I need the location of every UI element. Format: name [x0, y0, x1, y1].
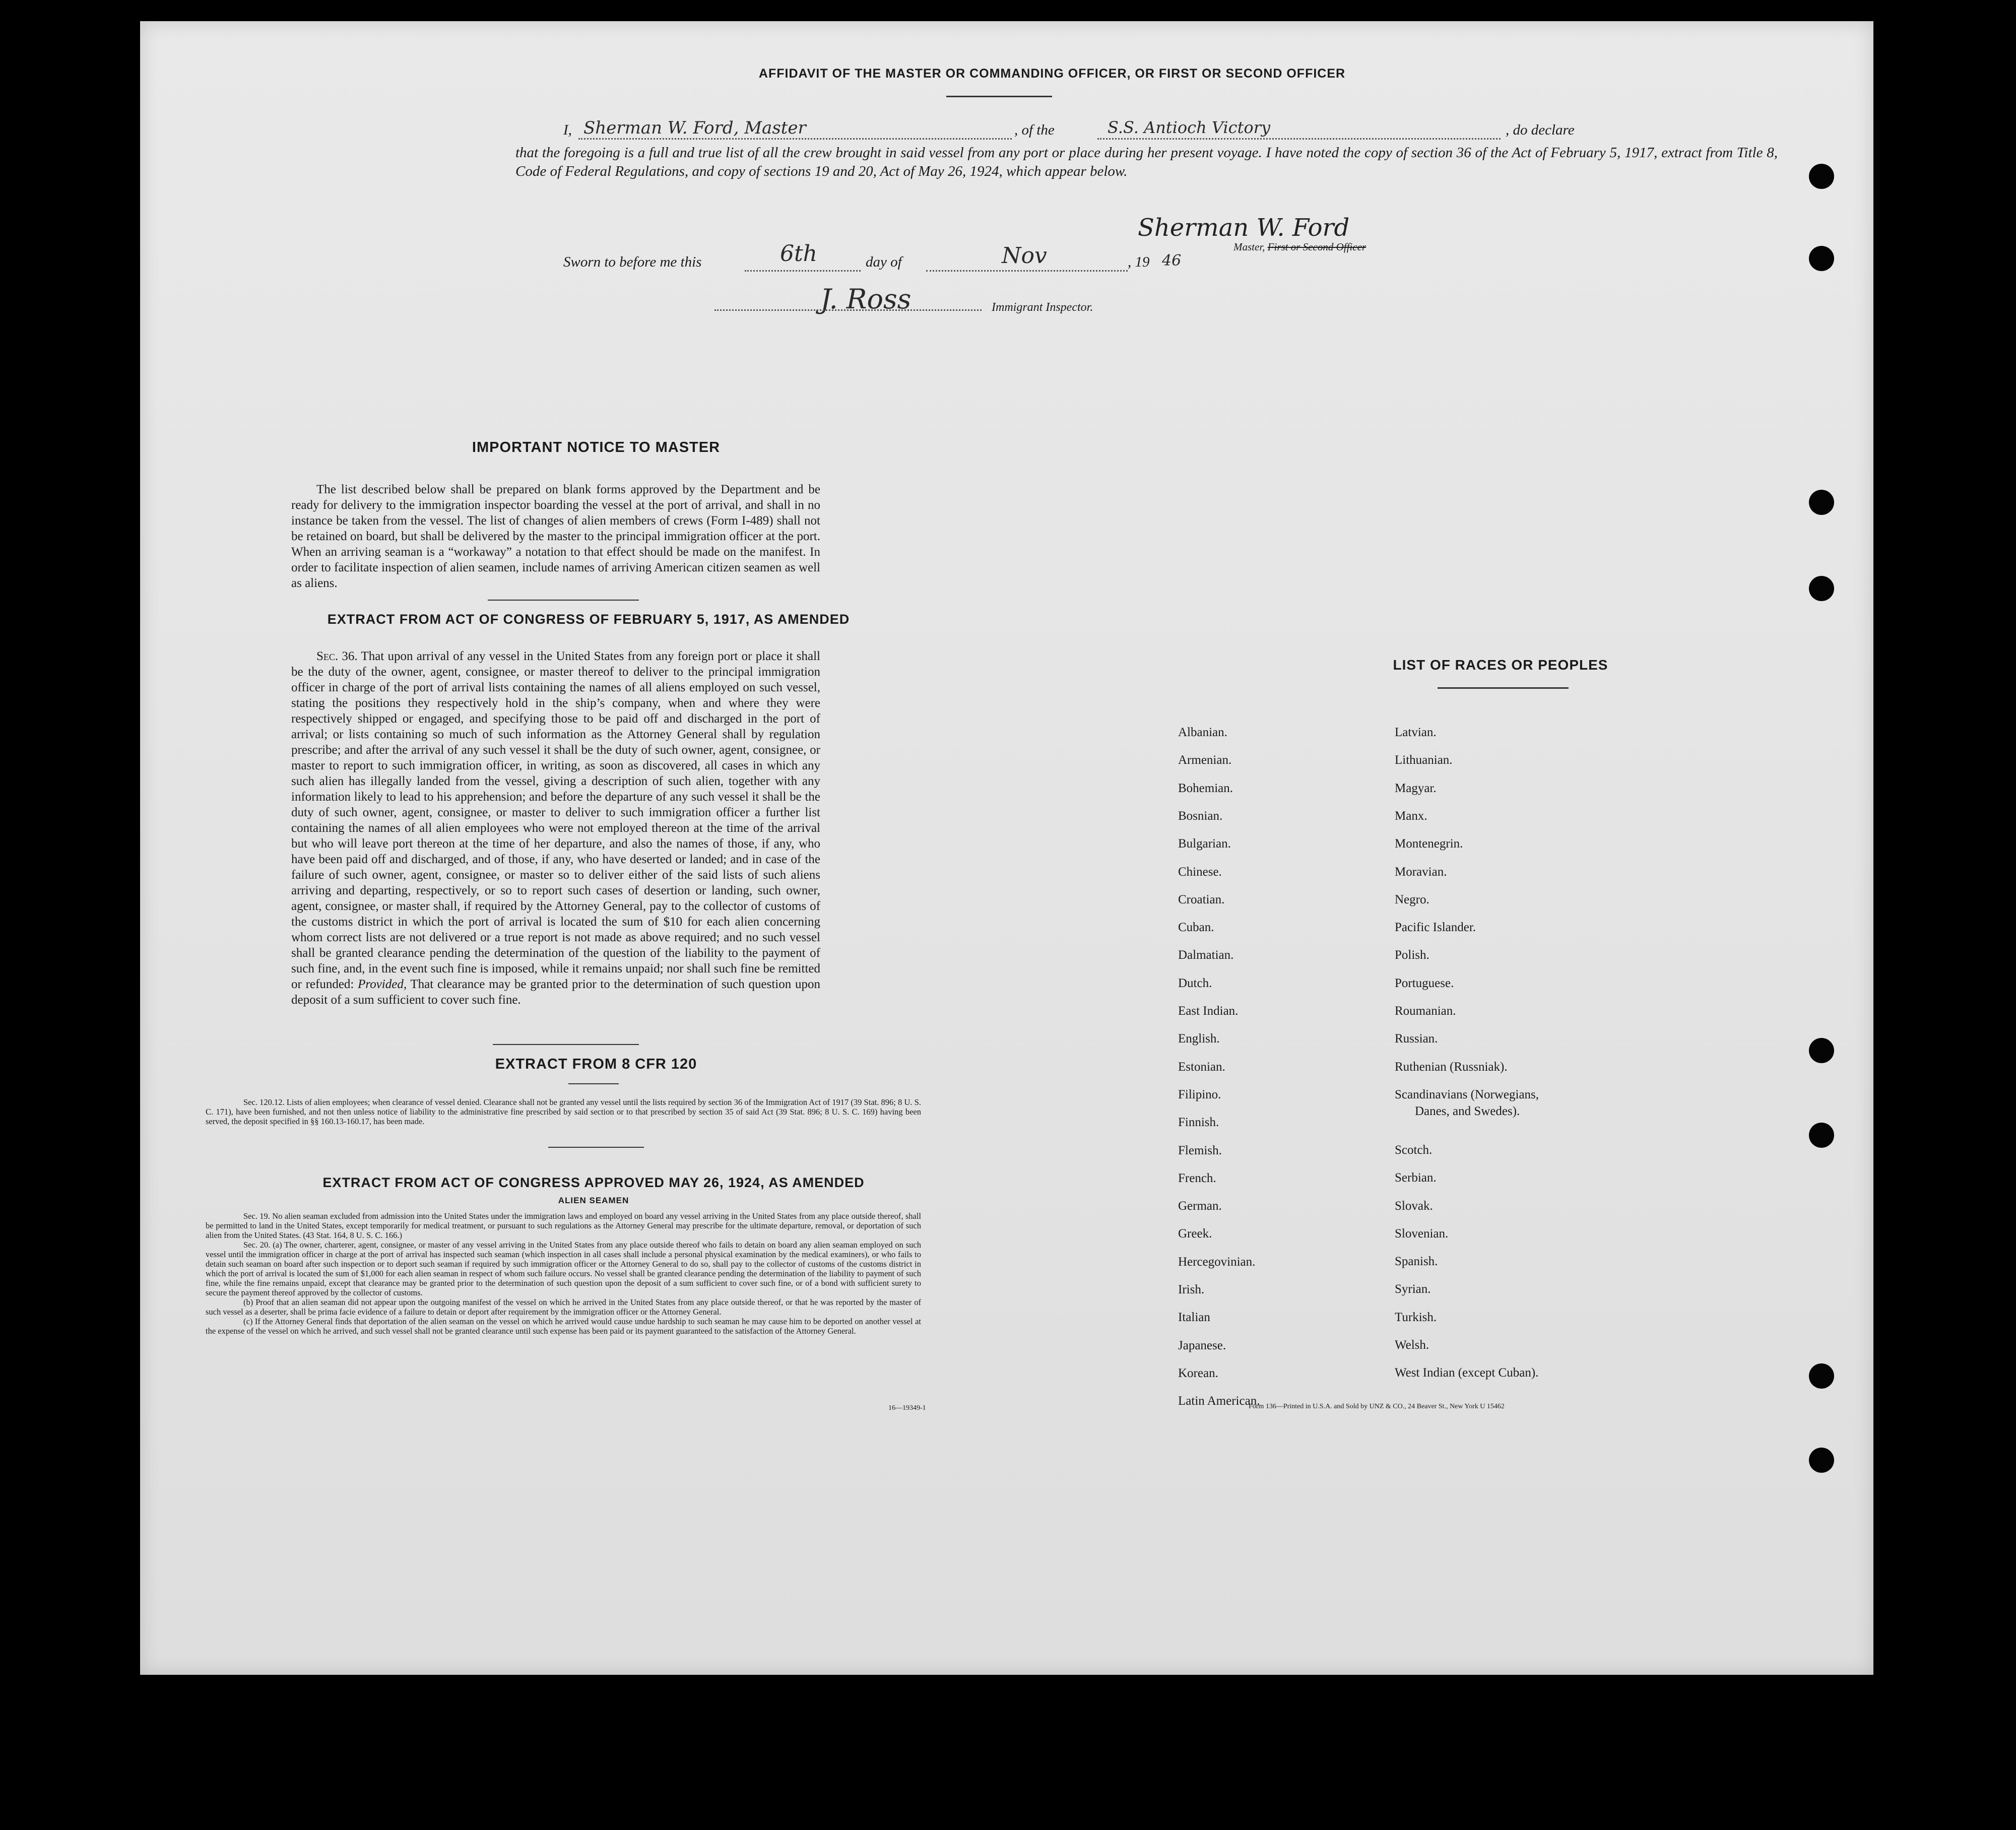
- extract-1924-body: [206, 1211, 921, 1336]
- race-item: Albanian.: [1178, 726, 1227, 739]
- race-item: East Indian.: [1178, 1004, 1239, 1018]
- do-declare-label: , do declare: [1506, 122, 1575, 138]
- race-item: Bosnian.: [1178, 809, 1223, 823]
- race-item: Korean.: [1178, 1366, 1218, 1380]
- race-item: French.: [1178, 1171, 1216, 1185]
- notice-title: IMPORTANT NOTICE TO MASTER: [472, 439, 721, 455]
- race-item: Croatian.: [1178, 892, 1225, 906]
- i-label: I,: [563, 122, 572, 138]
- document-page: [140, 21, 1873, 1675]
- race-item: Bohemian.: [1178, 781, 1233, 795]
- sec-20b-text: (b) Proof that an alien seaman did not appear upon the outgoing manifest of the vessel on which he arrived in the United States from any place outside thereof, or that he was reported by the master of such vessel as a deserter, shall be prima facie evidence of a failure to detain or deport after requirement by the immigration officer or the Attorney General.: [206, 1297, 921, 1317]
- race-item: Filipino.: [1178, 1087, 1221, 1101]
- extract-cfr-rule: [568, 1083, 619, 1084]
- binder-hole: [1809, 1123, 1834, 1148]
- race-item: Slovenian.: [1395, 1226, 1449, 1240]
- race-item: Greek.: [1178, 1227, 1212, 1241]
- race-item: Welsh.: [1395, 1338, 1429, 1352]
- binder-hole: [1809, 164, 1834, 189]
- races-title: LIST OF RACES OR PEOPLES: [1393, 657, 1608, 673]
- year-suffix-handwritten: 46: [1162, 252, 1182, 270]
- race-item: Chinese.: [1178, 865, 1222, 879]
- extract-1917-body: [291, 648, 820, 1008]
- title-rule: [946, 96, 1052, 97]
- race-item: Japanese.: [1178, 1338, 1226, 1352]
- inspector-dotted-line: [714, 309, 982, 311]
- day-dotted-line: [745, 270, 861, 272]
- declaration-line: [563, 120, 1778, 142]
- binder-hole: [1809, 1448, 1834, 1473]
- race-item: Irish.: [1178, 1283, 1205, 1296]
- sec-36-text-b: That clearance may be granted prior to the determination of such question upon deposit of a sum sufficient to cover such fine.: [291, 977, 820, 1007]
- signature-caption-struck: First or Second Officer: [1267, 241, 1367, 253]
- race-item: Latin American.: [1178, 1394, 1260, 1408]
- race-item: Spanish.: [1395, 1255, 1438, 1269]
- race-item: Moravian.: [1395, 865, 1447, 879]
- affidavit-title: AFFIDAVIT OF THE MASTER OR COMMANDING OFFICER, OR FIRST OR SECOND OFFICER: [758, 67, 1346, 81]
- extract-cfr-rule-bottom: [548, 1147, 644, 1148]
- extract-1924-subtitle: ALIEN SEAMEN: [558, 1196, 629, 1205]
- race-item: Cuban.: [1178, 921, 1214, 935]
- notice-rule: [488, 600, 639, 601]
- extract-cfr-body: Sec. 120.12. Lists of alien employees; when clearance of vessel denied. Clearance shall not be granted any vessel until the lists required by section 36 of the Immigration Act of 1917 (39 Stat. 896; 8 U. S. C. 171), have been furnished, and not then unless notice of liability to the administrative fine prescribed by said section or to that prescribed by section 35 of said Act (39 Stat. 896; 8 U. S. C. 169) having been served, the deposit specified in §§ 160.13-160.17, has been made.: [206, 1097, 921, 1126]
- race-item: Magyar.: [1395, 781, 1437, 795]
- extract-1917-rule: [493, 1044, 639, 1045]
- provided-word: Provided,: [358, 977, 407, 991]
- year-prefix-label: , 19: [1128, 254, 1150, 270]
- signature-caption: [1233, 241, 1366, 253]
- signature-caption-master: Master,: [1233, 241, 1268, 253]
- extract-1924-title: EXTRACT FROM ACT OF CONGRESS APPROVED MAY 26, 1924, AS AMENDED: [322, 1175, 865, 1190]
- race-item: Bulgarian.: [1178, 837, 1231, 851]
- binder-hole: [1809, 246, 1834, 271]
- sec-20c-text: (c) If the Attorney General finds that deportation of the alien seaman on the vessel on which he arrived would cause undue hardship to such seaman he may cause him to be deported on another vessel at the expense of the vessel on which he arrived, and such vessel shall not be granted clearance until such expense has been paid or its payment guaranteed to the satisfaction of the Attorney General.: [206, 1317, 921, 1336]
- affidavit-body: that the foregoing is a full and true list of all the crew brought in said vessel from any port or place during her present voyage. I have noted the copy of section 36 of the Act of February 5, 1917, extract from Title 8, Code of Federal Regulations, and copy of sections 19 and 20, Act of May 26, 1924, which appear below.: [515, 145, 1778, 179]
- sec-20a-text: Sec. 20. (a) The owner, charterer, agent, consignee, or master of any vessel arriving in the United States from any place outside thereof who fails to detain on board any alien seaman employed on such vessel until the immigration officer in charge at the port of arrival has inspected such seaman (which inspection in all cases shall include a personal physical examination by the medical examiners), or who fails to detain such seaman on board after such inspection or to deport such seaman if required by such immigration officer or the Attorney General to do so, shall pay to the collector of customs of the customs district in which the port of arrival is located the sum of $1,000 for each alien seaman in respect of whom such failure occurs. No vessel shall be granted clearance pending the determination of the liability to payment of such fine, while the fine remains unpaid, except that clearance may be granted prior to the determination of such question upon the deposit of a sum sufficient to cover such fine, or of a bond with sufficient surety to secure the payment thereof approved by the collector of customs.: [206, 1240, 921, 1297]
- sworn-label: Sworn to before me this: [563, 254, 702, 270]
- sec-36-label: Sec. 36.: [316, 649, 358, 663]
- name-dotted-line: [578, 138, 1012, 140]
- race-item: West Indian (except Cuban).: [1395, 1366, 1539, 1380]
- race-item: Russian.: [1395, 1032, 1438, 1046]
- race-item: Latvian.: [1395, 726, 1437, 739]
- binder-hole: [1809, 1363, 1834, 1389]
- race-item: Dalmatian.: [1178, 948, 1234, 962]
- race-item: Slovak.: [1395, 1199, 1433, 1213]
- race-item: Armenian.: [1178, 753, 1232, 767]
- master-name-handwritten: Sherman W. Ford, Master: [583, 118, 806, 138]
- inspector-label: Immigrant Inspector.: [992, 301, 1093, 314]
- vessel-dotted-line: [1097, 138, 1501, 140]
- race-item: Syrian.: [1395, 1282, 1431, 1296]
- race-item: Pacific Islander.: [1395, 921, 1476, 935]
- vessel-name-handwritten: S.S. Antioch Victory: [1108, 118, 1271, 137]
- form-code: 16—19349-1: [888, 1404, 926, 1412]
- sec-36-text-a: That upon arrival of any vessel in the United States from any foreign port or place it shall be the duty of the owner, agent, consignee, or master thereof to deliver to the principal immigration officer in charge of the port of arrival lists containing the names of all aliens employed on such vessel, stating the positions they respectively hold in the ship’s company, when and where they were respectively shipped or engaged, and specifying those to be paid off and discharged in the port of arrival; or lists containing so much of such information as the Attorney General shall by regulation prescribe; and after the arrival of any such vessel it shall be the duty of such owner, agent, consignee, or master to report to such immigration officer, in writing, as soon as discovered, all cases in which any such alien has illegally landed from the vessel, giving a description of such alien, together with any information likely to lead to his apprehension; and before the departure of any such vessel it shall be the duty of such owner, agent, consignee, or master to deliver to such immigration officer a further list containing the names of all alien employees who were not employed thereon at the time of the arrival but who will leave port thereon at the time of her departure, and also the names of those, if any, who have been paid off and discharged, and of those, if any, who have deserted or landed; and in case of the failure of such owner, agent, consignee, or master so to deliver either of the said lists of such aliens arriving and departing, respectively, or so to report such cases of desertion or landing, such owner, agent, consignee, or master shall, if required by the Attorney General, pay to the collector of customs of the customs district in which the port of arrival is located the sum of $10 for each alien concerning whom correct lists are not delivered or a true report is not made as above required; and no such vessel shall be granted clearance pending the determination of the question of the liability to the payment of such fine, and, in the event such fine is imposed, while it remains unpaid; nor shall such fine be remitted or refunded:: [291, 649, 820, 991]
- race-item: Scotch.: [1395, 1143, 1433, 1157]
- race-item: Estonian.: [1178, 1060, 1225, 1074]
- master-signature: Sherman W. Ford: [1138, 214, 1350, 242]
- race-item: German.: [1178, 1199, 1222, 1213]
- race-item: Danes, and Swedes).: [1415, 1104, 1520, 1118]
- form-footer-line: Form 136—Printed in U.S.A. and Sold by UNZ & CO., 24 Beaver St., New York U 15462: [1249, 1403, 1505, 1410]
- binder-hole: [1809, 576, 1834, 601]
- month-dotted-line: [926, 270, 1128, 272]
- sec-19-text: Sec. 19. No alien seaman excluded from admission into the United States under the immigration laws and employed on board any vessel arriving in the United States from any place outside thereof, shall be permitted to land in the United States, except temporarily for medical treatment, or pursuant to such regulations as the Attorney General may prescribe for the ultimate departure, removal, or deportation of such alien from the United States. (43 Stat. 164, 8 U. S. C. 166.): [206, 1211, 921, 1240]
- race-item: Negro.: [1395, 892, 1429, 906]
- race-item: Manx.: [1395, 809, 1427, 823]
- race-item: Turkish.: [1395, 1310, 1437, 1324]
- races-rule: [1438, 687, 1569, 689]
- race-item: Ruthenian (Russniak).: [1395, 1060, 1508, 1074]
- extract-1917-title: EXTRACT FROM ACT OF CONGRESS OF FEBRUARY 5, 1917, AS AMENDED: [327, 612, 850, 627]
- day-of-label: day of: [866, 254, 902, 270]
- race-item: Scandinavians (Norwegians,: [1395, 1087, 1539, 1101]
- race-item: Hercegovinian.: [1178, 1255, 1256, 1269]
- binder-hole: [1809, 490, 1834, 515]
- notice-body: The list described below shall be prepared on blank forms approved by the Department and be ready for delivery to the immigration inspector boarding the vessel at the port of arrival, and shall in no instance be taken from the vessel. The list of changes of alien members of crews (Form I-489) shall not be retained on board, but shall be delivered by the master to the principal immigration officer at the port. When an arriving seaman is a “workaway” a notation to that effect should be made on the manifest. In order to facilitate inspection of alien seamen, include names of arriving American citizen seamen as well as aliens.: [291, 483, 820, 590]
- inspector-signature: J. Ross: [820, 283, 912, 315]
- sworn-month-handwritten: Nov: [1002, 243, 1047, 269]
- extract-cfr-title: EXTRACT FROM 8 CFR 120: [495, 1056, 697, 1072]
- sworn-day-handwritten: 6th: [780, 241, 818, 267]
- race-item: Lithuanian.: [1395, 753, 1453, 767]
- sworn-line: [563, 241, 1218, 278]
- race-item: Portuguese.: [1395, 976, 1454, 990]
- race-item: Finnish.: [1178, 1116, 1219, 1130]
- race-item: English.: [1178, 1032, 1220, 1046]
- race-item: Dutch.: [1178, 976, 1212, 990]
- race-item: Polish.: [1395, 948, 1429, 962]
- race-item: Roumanian.: [1395, 1004, 1456, 1018]
- of-the-label: , of the: [1014, 122, 1055, 138]
- race-item: Montenegrin.: [1395, 837, 1463, 851]
- race-item: Flemish.: [1178, 1143, 1222, 1157]
- race-item: Italian: [1178, 1311, 1210, 1325]
- binder-hole: [1809, 1038, 1834, 1063]
- race-item: Serbian.: [1395, 1171, 1437, 1185]
